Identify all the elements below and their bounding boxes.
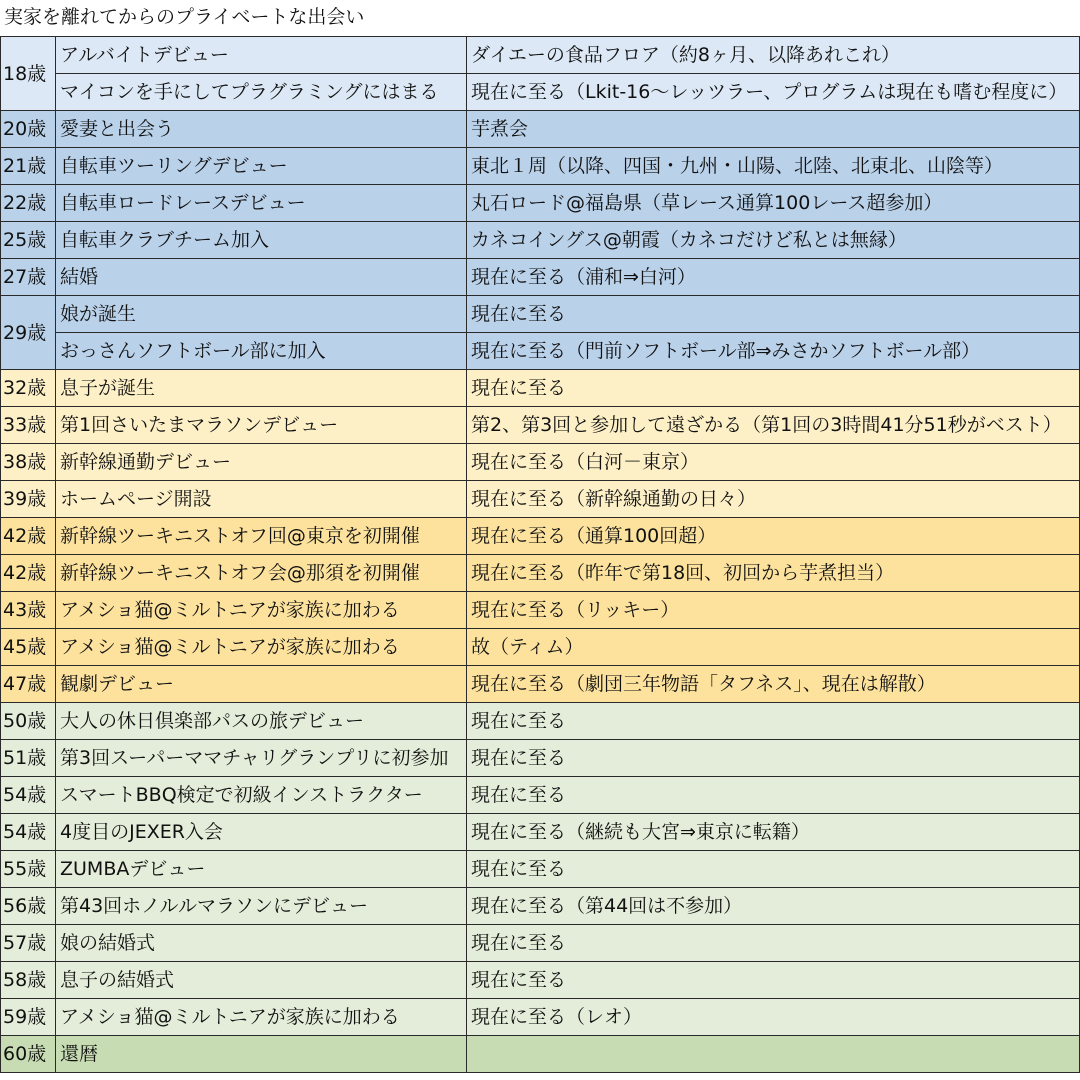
event-cell: アメショ猫@ミルトニアが家族に加わる	[56, 592, 467, 629]
table-row	[1, 333, 1080, 370]
age-cell: 43歳	[1, 592, 56, 629]
page-title: 実家を離れてからのプライベートな出会い	[4, 6, 365, 28]
note-cell: 故（ティム）	[467, 629, 1080, 666]
table-row	[1, 37, 1080, 74]
table-row	[1, 999, 1080, 1036]
table-row	[1, 703, 1080, 740]
note-cell: 現在に至る	[467, 851, 1080, 888]
table-row	[1, 148, 1080, 185]
event-cell: 息子が誕生	[56, 370, 467, 407]
table-row	[1, 888, 1080, 925]
note-cell: 現在に至る	[467, 925, 1080, 962]
table-row	[1, 407, 1080, 444]
age-cell: 42歳	[1, 518, 56, 555]
note-cell: 芋煮会	[467, 111, 1080, 148]
age-cell: 42歳	[1, 555, 56, 592]
note-cell: 現在に至る（第44回は不参加）	[467, 888, 1080, 925]
note-cell: 現在に至る（Lkit-16～レッツラー、プログラムは現在も嗜む程度に）	[467, 74, 1080, 111]
event-cell: 大人の休日倶楽部パスの旅デビュー	[56, 703, 467, 740]
table-row	[1, 111, 1080, 148]
note-cell: 丸石ロード@福島県（草レース通算100レース超参加）	[467, 185, 1080, 222]
event-cell: ZUMBAデビュー	[56, 851, 467, 888]
table-row	[1, 666, 1080, 703]
age-cell: 54歳	[1, 777, 56, 814]
note-cell: 現在に至る（白河－東京）	[467, 444, 1080, 481]
table-row	[1, 74, 1080, 111]
note-cell: 第2、第3回と参加して遠ざかる（第1回の3時間41分51秒がベスト）	[467, 407, 1080, 444]
event-cell: 自転車クラブチーム加入	[56, 222, 467, 259]
table-row	[1, 851, 1080, 888]
event-cell: マイコンを手にしてプラグラミングにはまる	[56, 74, 467, 111]
age-cell: 32歳	[1, 370, 56, 407]
event-cell: 娘の結婚式	[56, 925, 467, 962]
event-cell: 還暦	[56, 1036, 467, 1073]
table-row	[1, 259, 1080, 296]
note-cell: 現在に至る	[467, 296, 1080, 333]
table-row	[1, 592, 1080, 629]
table-row	[1, 1036, 1080, 1073]
table-row	[1, 925, 1080, 962]
age-cell: 57歳	[1, 925, 56, 962]
event-cell: 新幹線ツーキニストオフ会@那須を初開催	[56, 555, 467, 592]
timeline-table	[0, 36, 1080, 1073]
event-cell: 結婚	[56, 259, 467, 296]
event-cell: アメショ猫@ミルトニアが家族に加わる	[56, 629, 467, 666]
note-cell: カネコイングス@朝霞（カネコだけど私とは無縁）	[467, 222, 1080, 259]
note-cell: 現在に至る	[467, 370, 1080, 407]
table-row	[1, 444, 1080, 481]
event-cell: 新幹線通勤デビュー	[56, 444, 467, 481]
table-row	[1, 814, 1080, 851]
age-cell: 50歳	[1, 703, 56, 740]
note-cell: 現在に至る（レオ）	[467, 999, 1080, 1036]
note-cell: 現在に至る（門前ソフトボール部⇒みさかソフトボール部）	[467, 333, 1080, 370]
age-cell: 47歳	[1, 666, 56, 703]
event-cell: 第3回スーパーママチャリグランプリに初参加	[56, 740, 467, 777]
age-cell: 55歳	[1, 851, 56, 888]
note-cell: 現在に至る	[467, 777, 1080, 814]
event-cell: 自転車ロードレースデビュー	[56, 185, 467, 222]
age-cell: 60歳	[1, 1036, 56, 1073]
table-row	[1, 370, 1080, 407]
age-cell: 54歳	[1, 814, 56, 851]
event-cell: 愛妻と出会う	[56, 111, 467, 148]
table-row	[1, 777, 1080, 814]
note-cell: 現在に至る（通算100回超）	[467, 518, 1080, 555]
age-cell: 21歳	[1, 148, 56, 185]
note-cell: ダイエーの食品フロア（約8ヶ月、以降あれこれ）	[467, 37, 1080, 74]
table-row	[1, 518, 1080, 555]
age-cell: 51歳	[1, 740, 56, 777]
note-cell: 東北１周（以降、四国・九州・山陽、北陸、北東北、山陰等）	[467, 148, 1080, 185]
event-cell: 第1回さいたまマラソンデビュー	[56, 407, 467, 444]
table-row	[1, 222, 1080, 259]
age-cell: 18歳	[1, 37, 56, 111]
age-cell: 58歳	[1, 962, 56, 999]
age-cell: 59歳	[1, 999, 56, 1036]
table-row	[1, 481, 1080, 518]
table-row	[1, 740, 1080, 777]
event-cell: スマートBBQ検定で初級インストラクター	[56, 777, 467, 814]
table-row	[1, 555, 1080, 592]
age-cell: 33歳	[1, 407, 56, 444]
age-cell: 39歳	[1, 481, 56, 518]
age-cell: 27歳	[1, 259, 56, 296]
age-cell: 29歳	[1, 296, 56, 370]
event-cell: アメショ猫@ミルトニアが家族に加わる	[56, 999, 467, 1036]
note-cell: 現在に至る（浦和⇒白河）	[467, 259, 1080, 296]
age-cell: 20歳	[1, 111, 56, 148]
note-cell: 現在に至る（劇団三年物語「タフネス」、現在は解散）	[467, 666, 1080, 703]
event-cell: ホームページ開設	[56, 481, 467, 518]
event-cell: アルバイトデビュー	[56, 37, 467, 74]
note-cell: 現在に至る（新幹線通勤の日々）	[467, 481, 1080, 518]
table-row	[1, 185, 1080, 222]
table-row	[1, 629, 1080, 666]
note-cell: 現在に至る	[467, 740, 1080, 777]
age-cell: 38歳	[1, 444, 56, 481]
note-cell	[467, 1036, 1080, 1073]
event-cell: おっさんソフトボール部に加入	[56, 333, 467, 370]
event-cell: 息子の結婚式	[56, 962, 467, 999]
age-cell: 25歳	[1, 222, 56, 259]
note-cell: 現在に至る（継続も大宮⇒東京に転籍）	[467, 814, 1080, 851]
note-cell: 現在に至る（リッキー）	[467, 592, 1080, 629]
event-cell: 4度目のJEXER入会	[56, 814, 467, 851]
note-cell: 現在に至る	[467, 962, 1080, 999]
event-cell: 新幹線ツーキニストオフ回@東京を初開催	[56, 518, 467, 555]
event-cell: 観劇デビュー	[56, 666, 467, 703]
event-cell: 第43回ホノルルマラソンにデビュー	[56, 888, 467, 925]
note-cell: 現在に至る（昨年で第18回、初回から芋煮担当）	[467, 555, 1080, 592]
event-cell: 自転車ツーリングデビュー	[56, 148, 467, 185]
event-cell: 娘が誕生	[56, 296, 467, 333]
table-row	[1, 962, 1080, 999]
note-cell: 現在に至る	[467, 703, 1080, 740]
age-cell: 45歳	[1, 629, 56, 666]
age-cell: 56歳	[1, 888, 56, 925]
age-cell: 22歳	[1, 185, 56, 222]
table-row	[1, 296, 1080, 333]
